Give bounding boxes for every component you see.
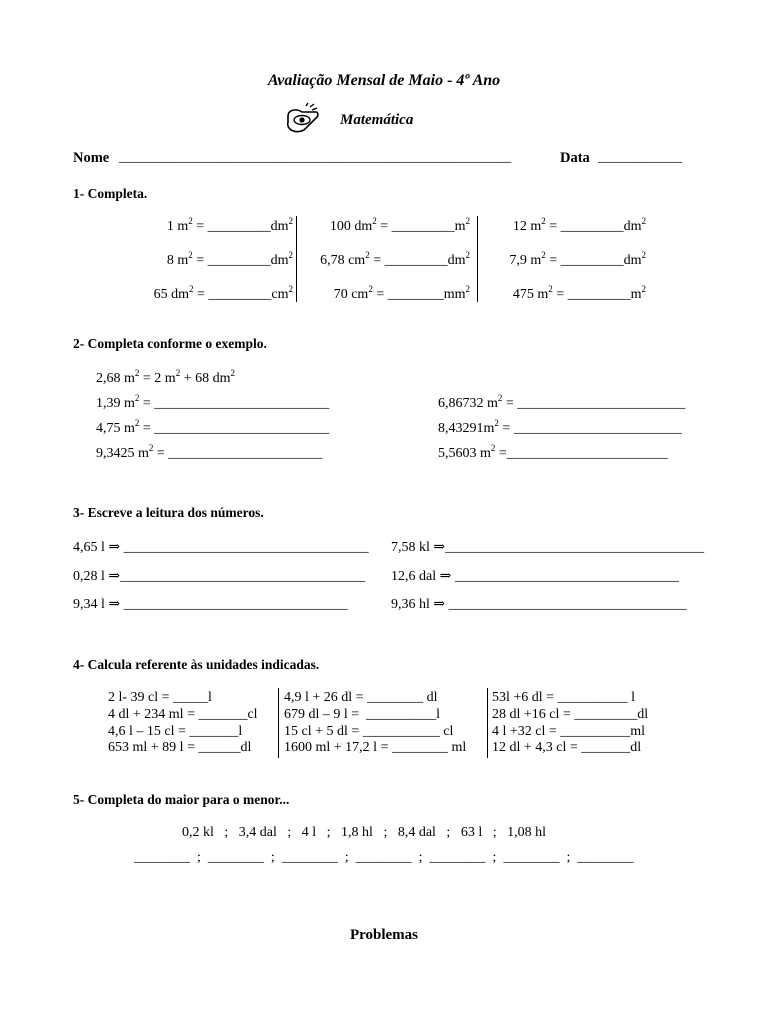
s3-left-row2: 0,28 l ⇒___________________________________ bbox=[73, 569, 366, 584]
s2-left-row3: 9,3425 $m^2$ = ______________________ bbox=[96, 443, 323, 461]
section1-heading: 1- Completa. bbox=[73, 186, 148, 201]
s5-blanks: ________ ; ________ ; ________ ; ________ ; ________ ; ________ ; ________ bbox=[134, 850, 634, 865]
s1-row3-col3: 475 $m^2$ = $\_\_\_\_\_\_\_\_\_m^2$ bbox=[512, 284, 646, 302]
s1-row1-col3: 12 $m^2$ = $\_\_\_\_\_\_\_\_\_dm^2$ bbox=[512, 216, 646, 234]
section4-heading: 4- Calcula referente às unidades indicadas. bbox=[73, 657, 320, 672]
s4-col3-row1: 53l +6 dl = __________ l bbox=[492, 690, 635, 705]
s4-col2-row2: 679 dl – 9 l = __________l bbox=[284, 707, 441, 722]
s4-divider-1 bbox=[278, 688, 279, 758]
s4-col1-row4: 653 ml + 89 l = ______dl bbox=[108, 740, 252, 755]
scroll-eye-icon bbox=[282, 102, 322, 136]
s3-left-row1: 4,65 l ⇒ ___________________________________ bbox=[73, 540, 369, 555]
s4-col1-row2: 4 dl + 234 ml = _______cl bbox=[108, 707, 258, 722]
date-field[interactable]: ____________ bbox=[598, 150, 682, 165]
section3-heading: 3- Escreve a leitura dos números. bbox=[73, 505, 264, 520]
s1-divider-2 bbox=[477, 216, 478, 302]
s2-right-row2: $8,43291m^2$ = ________________________ bbox=[438, 418, 682, 436]
s4-col2-row4: 1600 ml + 17,2 l = ________ ml bbox=[284, 740, 467, 755]
s4-col2-row1: 4,9 l + 26 dl = ________ dl bbox=[284, 690, 438, 705]
s4-divider-2 bbox=[487, 688, 488, 758]
s4-col1-row3: 4,6 l – 15 cl = _______l bbox=[108, 724, 243, 739]
s3-right-row2: 12,6 dal ⇒ ________________________________ bbox=[391, 569, 679, 584]
subject-title: Matemática bbox=[340, 112, 414, 128]
s1-row1-col2: 100 $dm^2$ = $\_\_\_\_\_\_\_\_\_m^2$ bbox=[329, 216, 470, 234]
date-label: Data bbox=[560, 150, 590, 166]
s4-col2-row3: 15 cl + 5 dl = ___________ cl bbox=[284, 724, 454, 739]
s1-row2-col1: 8 $m^2$ = $\_\_\_\_\_\_\_\_\_dm^2$ bbox=[166, 250, 293, 268]
s1-row2-col2: 6,78 $cm^2$ = $\_\_\_\_\_\_\_\_\_dm^2$ bbox=[320, 250, 470, 268]
name-label: Nome bbox=[73, 150, 110, 166]
section2-heading: 2- Completa conforme o exemplo. bbox=[73, 336, 267, 351]
s4-col3-row2: 28 dl +16 cl = _________dl bbox=[492, 707, 649, 722]
section5-heading: 5- Completa do maior para o menor... bbox=[73, 792, 290, 807]
s5-values: 0,2 kl ; 3,4 dal ; 4 l ; 1,8 hl ; 8,4 dal ; 63 l ; 1,08 hl bbox=[182, 825, 546, 840]
s1-divider-1 bbox=[296, 216, 297, 302]
s1-row2-col3: 7,9 $m^2$ = $\_\_\_\_\_\_\_\_\_dm^2$ bbox=[509, 250, 646, 268]
s1-row3-col1: 65 $dm^2$ = $\_\_\_\_\_\_\_\_\_cm^2$ bbox=[153, 284, 293, 302]
s4-col3-row4: 12 dl + 4,3 cl = _______dl bbox=[492, 740, 642, 755]
name-field[interactable]: ________________________________________________________ bbox=[119, 150, 511, 165]
page-title: Avaliação Mensal de Maio - 4º Ano bbox=[267, 72, 501, 89]
s2-right-row3: 5,5603 $m^2$ =_______________________ bbox=[438, 443, 668, 461]
s3-left-row3: 9,34 l ⇒ ________________________________ bbox=[73, 597, 348, 612]
s3-right-row3: 9,36 hl ⇒ __________________________________ bbox=[391, 597, 687, 612]
s2-left-row1: 1,39 $m^2$ = _________________________ bbox=[96, 393, 330, 411]
s3-right-row1: 7,58 kl ⇒_____________________________________ bbox=[391, 540, 705, 555]
s2-left-row2: 4,75 $m^2$ = _________________________ bbox=[96, 418, 330, 436]
s1-row1-col1: 1 $m^2$ = $\_\_\_\_\_\_\_\_\_dm^2$ bbox=[166, 216, 293, 234]
s2-right-row1: 6,86732 $m^2$ = ________________________ bbox=[438, 393, 686, 411]
problems-heading: Problemas bbox=[349, 927, 419, 943]
s4-col3-row3: 4 l +32 cl = __________ml bbox=[492, 724, 646, 739]
s4-col1-row1: 2 l- 39 cl = _____l bbox=[108, 690, 212, 705]
s2-example: 2,68 $m^2 = 2$ $m^2 + 68$ $dm^2$ bbox=[96, 368, 235, 386]
s1-row3-col2: 70 $cm^2$ = $\_\_\_\_\_\_\_\_mm^2$ bbox=[333, 284, 470, 302]
